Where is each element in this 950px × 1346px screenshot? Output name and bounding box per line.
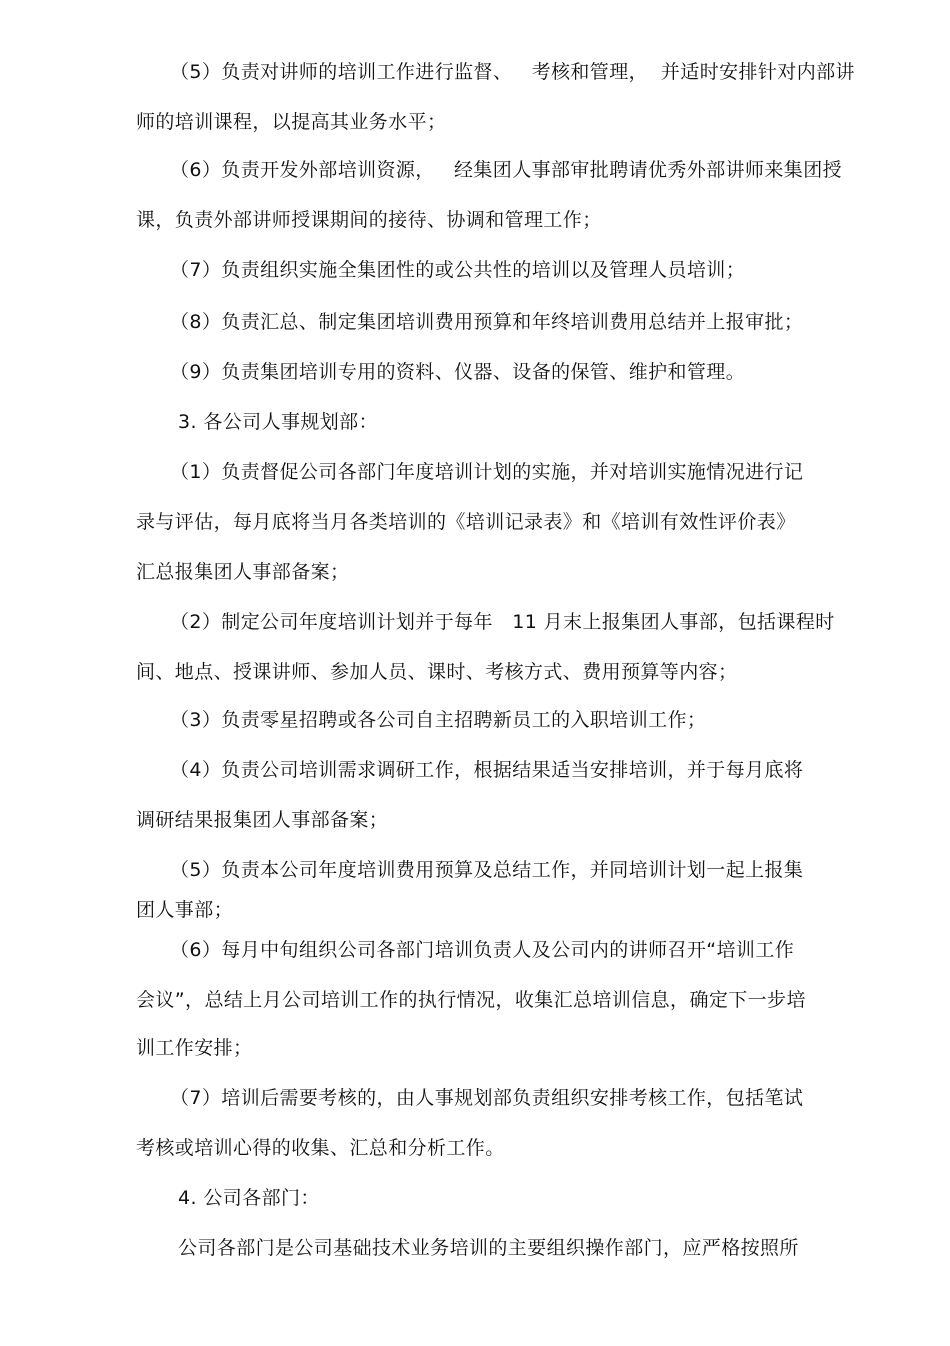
paragraph-line: （3）负责零星招聘或各公司自主招聘新员工的入职培训工作； (170, 709, 707, 731)
paragraph-line: （9）负责集团培训专用的资料、仪器、设备的保管、维护和管理。 (170, 361, 746, 383)
paragraph-line: 会议”，总结上月公司培训工作的执行情况，收集汇总培训信息，确定下一步培 (136, 989, 806, 1011)
paragraph-line: 调研结果报集团人事部备案； (136, 809, 389, 831)
paragraph-line: 公司各部门是公司基础技术业务培训的主要组织操作部门，应严格按照所 (178, 1237, 799, 1259)
paragraph-line: 录与评估，每月底将当月各类培训的《培训记录表》和《培训有效性评价表》 (136, 511, 796, 533)
paragraph-line: （5）负责本公司年度培训费用预算及总结工作，并同培训计划一起上报集 (170, 859, 804, 881)
paragraph-line: （7）负责组织实施全集团性的或公共性的培训以及管理人员培训； (170, 259, 746, 281)
section-heading: 4. 公司各部门： (178, 1187, 320, 1209)
paragraph-line: （6）每月中旬组织公司各部门培训负责人及公司内的讲师召开“培训工作 (170, 939, 795, 961)
paragraph-line: （1）负责督促公司各部门年度培训计划的实施，并对培训实施情况进行记 (170, 461, 804, 483)
paragraph-line: （7）培训后需要考核的，由人事规划部负责组织安排考核工作，包括笔试 (170, 1087, 804, 1109)
paragraph-line: 师的培训课程，以提高其业务水平； (136, 111, 447, 133)
paragraph-line: （6）负责开发外部培训资源， 经集团人事部审批聘请优秀外部讲师来集团授 (170, 159, 843, 181)
section-heading: 3. 各公司人事规划部： (178, 411, 378, 433)
paragraph-line: （8）负责汇总、制定集团培训费用预算和年终培训费用总结并上报审批； (170, 311, 804, 333)
paragraph-line: （2）制定公司年度培训计划并于每年 11 月末上报集团人事部，包括课程时 (170, 611, 835, 633)
paragraph-line: 汇总报集团人事部备案； (136, 561, 350, 583)
paragraph-line: 训工作安排； (136, 1037, 253, 1059)
paragraph-line: 课，负责外部讲师授课期间的接待、协调和管理工作； (136, 209, 602, 231)
paragraph-line: 间、地点、授课讲师、参加人员、课时、考核方式、费用预算等内容； (136, 661, 738, 683)
paragraph-line: （5）负责对讲师的培训工作进行监督、 考核和管理， 并适时安排针对内部讲 (170, 61, 855, 83)
paragraph-line: 团人事部； (136, 899, 234, 921)
paragraph-line: 考核或培训心得的收集、汇总和分析工作。 (136, 1137, 505, 1159)
paragraph-line: （4）负责公司培训需求调研工作，根据结果适当安排培训，并于每月底将 (170, 759, 804, 781)
